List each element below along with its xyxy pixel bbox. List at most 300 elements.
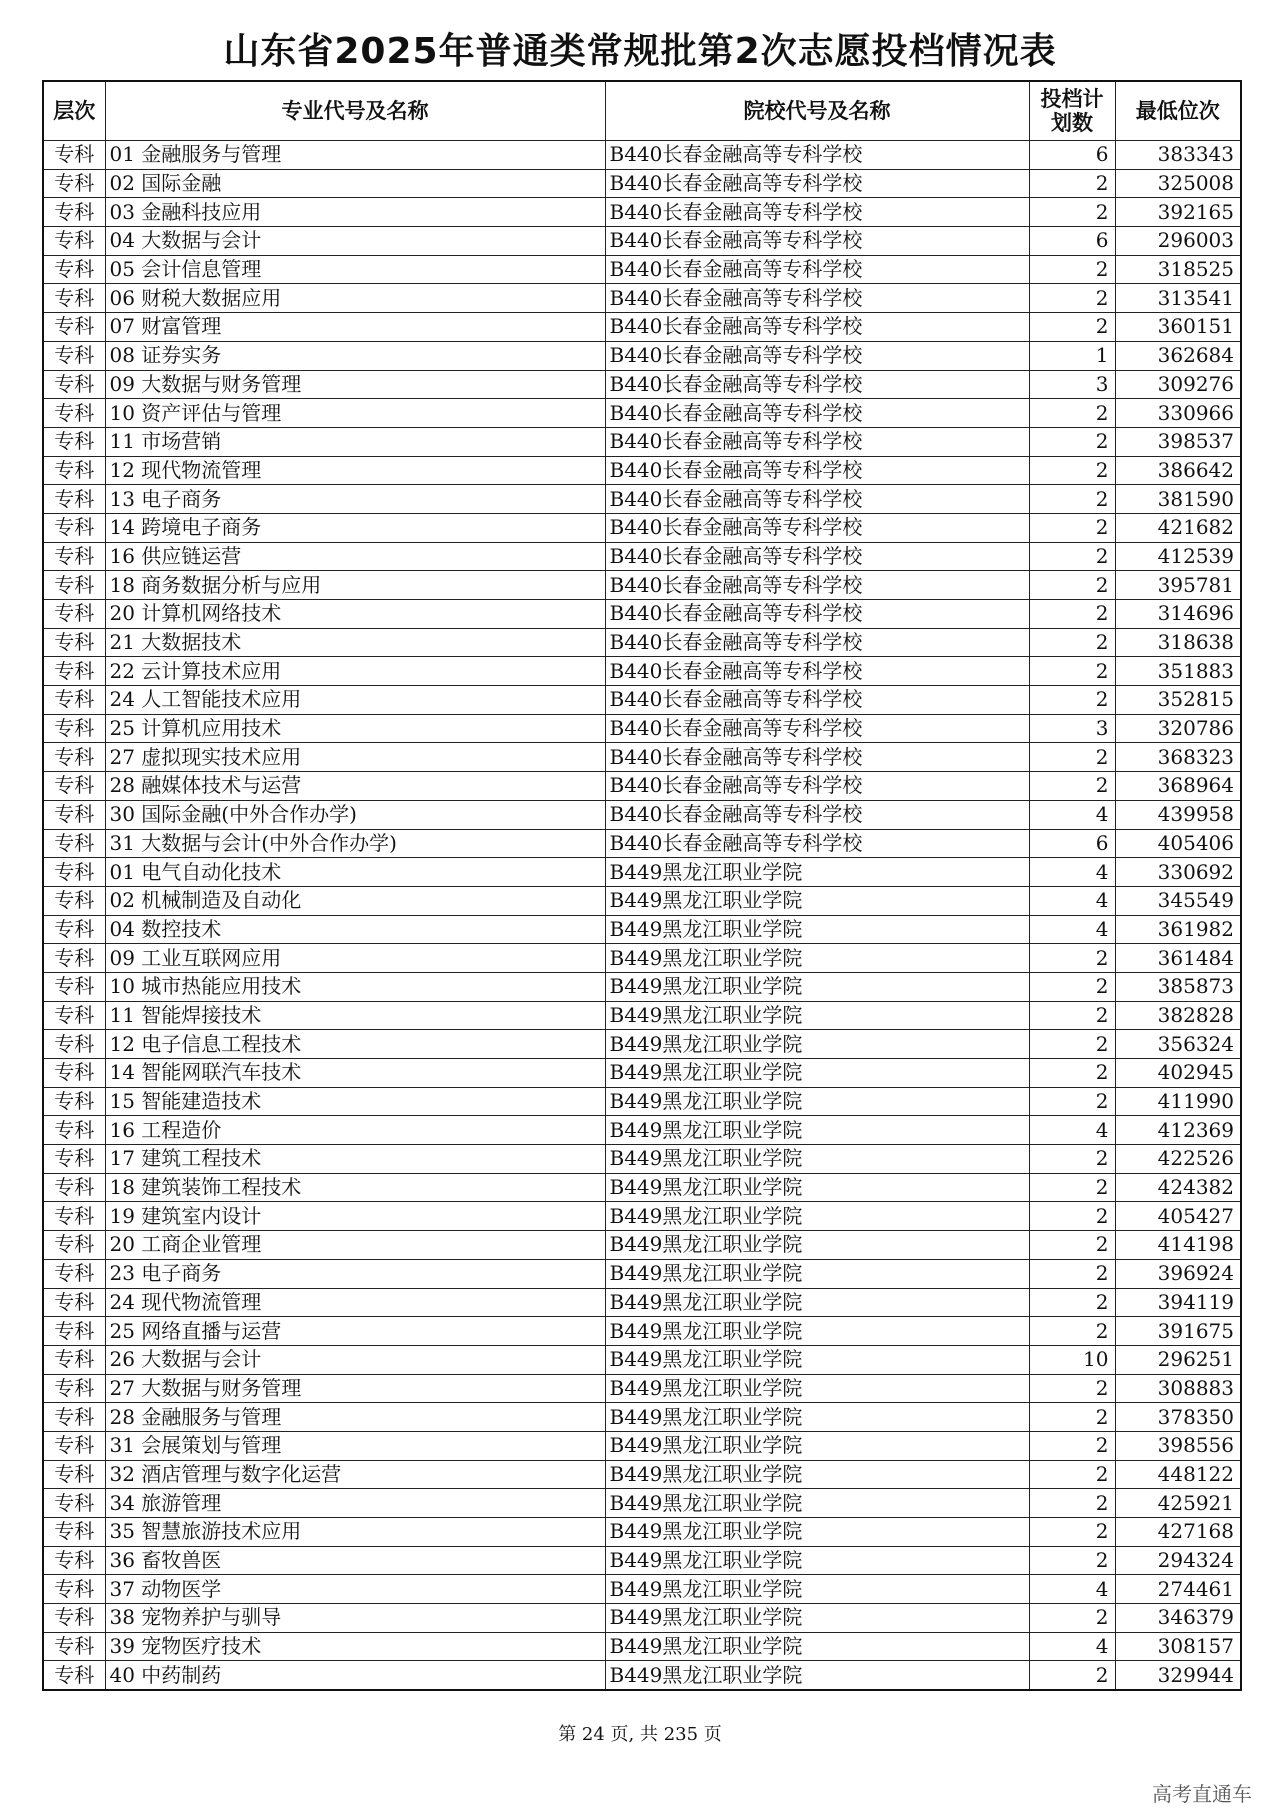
cell-major: 14 智能网联汽车技术 (105, 1059, 605, 1088)
cell-school: B449黑龙江职业学院 (605, 1145, 1029, 1174)
cell-major: 35 智慧旅游技术应用 (105, 1518, 605, 1547)
cell-level: 专科 (43, 1661, 105, 1690)
cell-major: 17 建筑工程技术 (105, 1145, 605, 1174)
table-row (43, 1288, 1241, 1317)
cell-major: 09 大数据与财务管理 (105, 370, 605, 399)
cell-school: B449黑龙江职业学院 (605, 1173, 1029, 1202)
cell-school: B440长春金融高等专科学校 (605, 370, 1029, 399)
cell-level: 专科 (43, 1518, 105, 1547)
table-row (43, 915, 1241, 944)
cell-major: 03 金融科技应用 (105, 198, 605, 227)
cell-level: 专科 (43, 1145, 105, 1174)
cell-school: B449黑龙江职业学院 (605, 1546, 1029, 1575)
cell-level: 专科 (43, 972, 105, 1001)
cell-plan: 2 (1029, 686, 1115, 715)
table-row (43, 1546, 1241, 1575)
cell-level: 专科 (43, 485, 105, 514)
cell-rank: 405406 (1115, 829, 1241, 858)
cell-major: 26 大数据与会计 (105, 1345, 605, 1374)
cell-rank: 368964 (1115, 772, 1241, 801)
cell-rank: 318525 (1115, 255, 1241, 284)
table-row (43, 542, 1241, 571)
header-plan (1029, 81, 1115, 141)
cell-level: 专科 (43, 1288, 105, 1317)
cell-plan: 2 (1029, 399, 1115, 428)
cell-school: B449黑龙江职业学院 (605, 886, 1029, 915)
table-row (43, 1030, 1241, 1059)
cell-plan: 4 (1029, 800, 1115, 829)
cell-level: 专科 (43, 1431, 105, 1460)
cell-rank: 296251 (1115, 1345, 1241, 1374)
table-row (43, 1403, 1241, 1432)
cell-level: 专科 (43, 542, 105, 571)
cell-rank: 309276 (1115, 370, 1241, 399)
cell-plan: 2 (1029, 542, 1115, 571)
cell-plan: 2 (1029, 255, 1115, 284)
cell-plan: 2 (1029, 1489, 1115, 1518)
cell-plan: 2 (1029, 427, 1115, 456)
cell-school: B449黑龙江职业学院 (605, 1403, 1029, 1432)
cell-plan: 2 (1029, 1518, 1115, 1547)
cell-rank: 361484 (1115, 944, 1241, 973)
table-row (43, 743, 1241, 772)
cell-school: B440长春金融高等专科学校 (605, 313, 1029, 342)
table-row (43, 972, 1241, 1001)
cell-rank: 378350 (1115, 1403, 1241, 1432)
cell-plan: 2 (1029, 657, 1115, 686)
cell-plan: 4 (1029, 1116, 1115, 1145)
table-row (43, 1431, 1241, 1460)
header-level: 层次 (43, 81, 105, 141)
table-row (43, 657, 1241, 686)
cell-plan: 2 (1029, 169, 1115, 198)
cell-rank: 368323 (1115, 743, 1241, 772)
watermark-text: 高考直通车 (1152, 1782, 1252, 1806)
cell-school: B440长春金融高等专科学校 (605, 169, 1029, 198)
cell-school: B440长春金融高等专科学校 (605, 686, 1029, 715)
cell-level: 专科 (43, 1059, 105, 1088)
cell-school: B440长春金融高等专科学校 (605, 513, 1029, 542)
cell-rank: 425921 (1115, 1489, 1241, 1518)
cell-major: 20 工商企业管理 (105, 1231, 605, 1260)
cell-rank: 411990 (1115, 1087, 1241, 1116)
cell-rank: 396924 (1115, 1259, 1241, 1288)
cell-rank: 402945 (1115, 1059, 1241, 1088)
cell-level: 专科 (43, 686, 105, 715)
table-header-row (43, 81, 1241, 141)
cell-major: 24 人工智能技术应用 (105, 686, 605, 715)
cell-rank: 352815 (1115, 686, 1241, 715)
cell-school: B440长春金融高等专科学校 (605, 657, 1029, 686)
cell-plan: 2 (1029, 1546, 1115, 1575)
cell-plan: 2 (1029, 1604, 1115, 1633)
cell-level: 专科 (43, 141, 105, 170)
cell-school: B440长春金融高等专科学校 (605, 341, 1029, 370)
table-row (43, 313, 1241, 342)
cell-rank: 414198 (1115, 1231, 1241, 1260)
cell-level: 专科 (43, 1030, 105, 1059)
cell-rank: 360151 (1115, 313, 1241, 342)
table-row (43, 456, 1241, 485)
table-row (43, 255, 1241, 284)
cell-level: 专科 (43, 1489, 105, 1518)
cell-school: B440长春金融高等专科学校 (605, 141, 1029, 170)
cell-school: B449黑龙江职业学院 (605, 1489, 1029, 1518)
cell-school: B440长春金融高等专科学校 (605, 284, 1029, 313)
cell-school: B449黑龙江职业学院 (605, 1632, 1029, 1661)
cell-level: 专科 (43, 600, 105, 629)
cell-level: 专科 (43, 227, 105, 256)
cell-rank: 308883 (1115, 1374, 1241, 1403)
cell-major: 05 会计信息管理 (105, 255, 605, 284)
cell-plan: 6 (1029, 227, 1115, 256)
cell-rank: 308157 (1115, 1632, 1241, 1661)
cell-rank: 356324 (1115, 1030, 1241, 1059)
table-row (43, 1087, 1241, 1116)
cell-level: 专科 (43, 1575, 105, 1604)
cell-school: B449黑龙江职业学院 (605, 1345, 1029, 1374)
cell-level: 专科 (43, 571, 105, 600)
cell-rank: 382828 (1115, 1001, 1241, 1030)
cell-school: B440长春金融高等专科学校 (605, 227, 1029, 256)
cell-school: B440长春金融高等专科学校 (605, 198, 1029, 227)
cell-plan: 4 (1029, 858, 1115, 887)
cell-major: 12 电子信息工程技术 (105, 1030, 605, 1059)
cell-school: B449黑龙江职业学院 (605, 915, 1029, 944)
cell-major: 04 数控技术 (105, 915, 605, 944)
cell-level: 专科 (43, 456, 105, 485)
cell-school: B440长春金融高等专科学校 (605, 628, 1029, 657)
cell-plan: 2 (1029, 1288, 1115, 1317)
cell-major: 31 大数据与会计(中外合作办学) (105, 829, 605, 858)
cell-major: 34 旅游管理 (105, 1489, 605, 1518)
cell-plan: 2 (1029, 513, 1115, 542)
table-row (43, 1202, 1241, 1231)
cell-plan: 2 (1029, 1030, 1115, 1059)
table-row (43, 686, 1241, 715)
cell-level: 专科 (43, 1001, 105, 1030)
cell-rank: 385873 (1115, 972, 1241, 1001)
cell-major: 23 电子商务 (105, 1259, 605, 1288)
cell-rank: 424382 (1115, 1173, 1241, 1202)
cell-plan: 2 (1029, 1403, 1115, 1432)
table-row (43, 800, 1241, 829)
cell-school: B449黑龙江职业学院 (605, 1460, 1029, 1489)
table-row (43, 169, 1241, 198)
cell-major: 25 网络直播与运营 (105, 1317, 605, 1346)
cell-school: B449黑龙江职业学院 (605, 1431, 1029, 1460)
cell-level: 专科 (43, 427, 105, 456)
cell-school: B440长春金融高等专科学校 (605, 571, 1029, 600)
cell-major: 21 大数据技术 (105, 628, 605, 657)
cell-school: B440长春金融高等专科学校 (605, 800, 1029, 829)
cell-major: 13 电子商务 (105, 485, 605, 514)
cell-level: 专科 (43, 1546, 105, 1575)
cell-rank: 330692 (1115, 858, 1241, 887)
table-row (43, 341, 1241, 370)
cell-rank: 392165 (1115, 198, 1241, 227)
cell-level: 专科 (43, 1403, 105, 1432)
cell-major: 36 畜牧兽医 (105, 1546, 605, 1575)
cell-major: 16 供应链运营 (105, 542, 605, 571)
cell-plan: 6 (1029, 829, 1115, 858)
cell-school: B449黑龙江职业学院 (605, 1575, 1029, 1604)
cell-rank: 412369 (1115, 1116, 1241, 1145)
cell-level: 专科 (43, 370, 105, 399)
cell-rank: 427168 (1115, 1518, 1241, 1547)
cell-major: 22 云计算技术应用 (105, 657, 605, 686)
cell-major: 10 资产评估与管理 (105, 399, 605, 428)
cell-plan: 2 (1029, 600, 1115, 629)
cell-major: 38 宠物养护与驯导 (105, 1604, 605, 1633)
table-row (43, 485, 1241, 514)
cell-school: B440长春金融高等专科学校 (605, 485, 1029, 514)
cell-rank: 394119 (1115, 1288, 1241, 1317)
cell-level: 专科 (43, 858, 105, 887)
cell-plan: 2 (1029, 1145, 1115, 1174)
cell-plan: 2 (1029, 456, 1115, 485)
cell-level: 专科 (43, 829, 105, 858)
cell-school: B440长春金融高等专科学校 (605, 399, 1029, 428)
cell-plan: 2 (1029, 628, 1115, 657)
cell-level: 专科 (43, 284, 105, 313)
cell-major: 27 虚拟现实技术应用 (105, 743, 605, 772)
cell-rank: 386642 (1115, 456, 1241, 485)
cell-rank: 439958 (1115, 800, 1241, 829)
cell-major: 14 跨境电子商务 (105, 513, 605, 542)
cell-plan: 2 (1029, 944, 1115, 973)
table-row (43, 829, 1241, 858)
header-rank: 最低位次 (1115, 81, 1241, 141)
cell-rank: 398537 (1115, 427, 1241, 456)
cell-level: 专科 (43, 169, 105, 198)
table-row (43, 198, 1241, 227)
cell-school: B440长春金融高等专科学校 (605, 427, 1029, 456)
cell-plan: 2 (1029, 313, 1115, 342)
header-school: 院校代号及名称 (605, 81, 1029, 141)
cell-rank: 391675 (1115, 1317, 1241, 1346)
cell-major: 24 现代物流管理 (105, 1288, 605, 1317)
cell-plan: 4 (1029, 915, 1115, 944)
cell-rank: 318638 (1115, 628, 1241, 657)
cell-plan: 2 (1029, 1173, 1115, 1202)
cell-rank: 320786 (1115, 714, 1241, 743)
table-row (43, 1231, 1241, 1260)
cell-level: 专科 (43, 915, 105, 944)
cell-level: 专科 (43, 313, 105, 342)
cell-major: 20 计算机网络技术 (105, 600, 605, 629)
table-row (43, 858, 1241, 887)
cell-major: 02 国际金融 (105, 169, 605, 198)
cell-school: B449黑龙江职业学院 (605, 1202, 1029, 1231)
cell-rank: 274461 (1115, 1575, 1241, 1604)
cell-level: 专科 (43, 743, 105, 772)
cell-plan: 1 (1029, 341, 1115, 370)
cell-level: 专科 (43, 1345, 105, 1374)
cell-level: 专科 (43, 772, 105, 801)
table-row (43, 1259, 1241, 1288)
cell-school: B449黑龙江职业学院 (605, 1030, 1029, 1059)
cell-level: 专科 (43, 657, 105, 686)
cell-plan: 2 (1029, 1059, 1115, 1088)
cell-school: B440长春金融高等专科学校 (605, 743, 1029, 772)
cell-level: 专科 (43, 1317, 105, 1346)
cell-school: B449黑龙江职业学院 (605, 1374, 1029, 1403)
table-row (43, 1317, 1241, 1346)
page-title: 山东省2025年普通类常规批第2次志愿投档情况表 (223, 31, 1057, 72)
cell-school: B440长春金融高等专科学校 (605, 829, 1029, 858)
cell-major: 06 财税大数据应用 (105, 284, 605, 313)
table-row (43, 399, 1241, 428)
cell-plan: 2 (1029, 284, 1115, 313)
table-row (43, 1374, 1241, 1403)
cell-major: 16 工程造价 (105, 1116, 605, 1145)
table-row (43, 1059, 1241, 1088)
cell-major: 04 大数据与会计 (105, 227, 605, 256)
cell-plan: 2 (1029, 198, 1115, 227)
cell-major: 19 建筑室内设计 (105, 1202, 605, 1231)
cell-school: B449黑龙江职业学院 (605, 1317, 1029, 1346)
cell-level: 专科 (43, 1460, 105, 1489)
table-row (43, 1345, 1241, 1374)
cell-major: 32 酒店管理与数字化运营 (105, 1460, 605, 1489)
table-row (43, 1575, 1241, 1604)
cell-school: B449黑龙江职业学院 (605, 1288, 1029, 1317)
table-row (43, 1460, 1241, 1489)
cell-major: 07 财富管理 (105, 313, 605, 342)
cell-plan: 2 (1029, 571, 1115, 600)
cell-plan: 4 (1029, 1632, 1115, 1661)
cell-major: 08 证券实务 (105, 341, 605, 370)
table-row (43, 1145, 1241, 1174)
cell-major: 30 国际金融(中外合作办学) (105, 800, 605, 829)
cell-level: 专科 (43, 1173, 105, 1202)
cell-plan: 2 (1029, 1087, 1115, 1116)
cell-rank: 405427 (1115, 1202, 1241, 1231)
cell-rank: 362684 (1115, 341, 1241, 370)
cell-rank: 346379 (1115, 1604, 1241, 1633)
cell-plan: 4 (1029, 1575, 1115, 1604)
cell-plan: 3 (1029, 370, 1115, 399)
table-row (43, 772, 1241, 801)
cell-plan: 2 (1029, 1317, 1115, 1346)
table-row (43, 1604, 1241, 1633)
cell-level: 专科 (43, 628, 105, 657)
cell-school: B440长春金融高等专科学校 (605, 714, 1029, 743)
cell-major: 40 中药制药 (105, 1661, 605, 1690)
cell-plan: 2 (1029, 972, 1115, 1001)
cell-rank: 398556 (1115, 1431, 1241, 1460)
cell-rank: 361982 (1115, 915, 1241, 944)
cell-major: 02 机械制造及自动化 (105, 886, 605, 915)
cell-school: B449黑龙江职业学院 (605, 1231, 1029, 1260)
table-row (43, 944, 1241, 973)
cell-school: B440长春金融高等专科学校 (605, 456, 1029, 485)
cell-major: 39 宠物医疗技术 (105, 1632, 605, 1661)
cell-rank: 325008 (1115, 169, 1241, 198)
cell-rank: 383343 (1115, 141, 1241, 170)
cell-major: 18 商务数据分析与应用 (105, 571, 605, 600)
cell-level: 专科 (43, 1116, 105, 1145)
table-row (43, 370, 1241, 399)
cell-rank: 422526 (1115, 1145, 1241, 1174)
cell-level: 专科 (43, 341, 105, 370)
cell-school: B440长春金融高等专科学校 (605, 772, 1029, 801)
cell-school: B449黑龙江职业学院 (605, 944, 1029, 973)
table-row (43, 141, 1241, 170)
cell-plan: 10 (1029, 1345, 1115, 1374)
cell-level: 专科 (43, 399, 105, 428)
cell-plan: 2 (1029, 1231, 1115, 1260)
header-plan-text: 投档计划数 (1040, 87, 1104, 135)
cell-plan: 2 (1029, 1001, 1115, 1030)
cell-school: B449黑龙江职业学院 (605, 1604, 1029, 1633)
page-footer: 第 24 页, 共 235 页 (558, 1724, 722, 1745)
cell-plan: 2 (1029, 1202, 1115, 1231)
cell-level: 专科 (43, 1374, 105, 1403)
table-row (43, 1489, 1241, 1518)
cell-major: 18 建筑装饰工程技术 (105, 1173, 605, 1202)
table-row (43, 284, 1241, 313)
cell-major: 25 计算机应用技术 (105, 714, 605, 743)
cell-major: 28 融媒体技术与运营 (105, 772, 605, 801)
table-row (43, 1173, 1241, 1202)
table-row (43, 600, 1241, 629)
cell-rank: 412539 (1115, 542, 1241, 571)
cell-plan: 2 (1029, 485, 1115, 514)
cell-level: 专科 (43, 1087, 105, 1116)
table-row (43, 714, 1241, 743)
cell-plan: 2 (1029, 772, 1115, 801)
cell-school: B449黑龙江职业学院 (605, 1259, 1029, 1288)
cell-level: 专科 (43, 714, 105, 743)
cell-plan: 4 (1029, 886, 1115, 915)
table-row (43, 886, 1241, 915)
cell-rank: 329944 (1115, 1661, 1241, 1690)
cell-rank: 313541 (1115, 284, 1241, 313)
cell-level: 专科 (43, 513, 105, 542)
cell-plan: 2 (1029, 1374, 1115, 1403)
cell-plan: 6 (1029, 141, 1115, 170)
admission-table (42, 80, 1242, 1691)
cell-rank: 345549 (1115, 886, 1241, 915)
cell-school: B449黑龙江职业学院 (605, 972, 1029, 1001)
cell-major: 11 市场营销 (105, 427, 605, 456)
table-row (43, 227, 1241, 256)
cell-major: 11 智能焊接技术 (105, 1001, 605, 1030)
cell-plan: 3 (1029, 714, 1115, 743)
cell-rank: 421682 (1115, 513, 1241, 542)
cell-level: 专科 (43, 1259, 105, 1288)
cell-school: B449黑龙江职业学院 (605, 1518, 1029, 1547)
cell-level: 专科 (43, 800, 105, 829)
cell-level: 专科 (43, 1604, 105, 1633)
cell-major: 31 会展策划与管理 (105, 1431, 605, 1460)
cell-major: 09 工业互联网应用 (105, 944, 605, 973)
table-body (43, 141, 1241, 1691)
table-row (43, 1001, 1241, 1030)
table-row (43, 571, 1241, 600)
cell-school: B449黑龙江职业学院 (605, 1116, 1029, 1145)
cell-plan: 2 (1029, 1431, 1115, 1460)
table-row (43, 513, 1241, 542)
cell-major: 12 现代物流管理 (105, 456, 605, 485)
cell-rank: 296003 (1115, 227, 1241, 256)
cell-level: 专科 (43, 198, 105, 227)
cell-school: B449黑龙江职业学院 (605, 1087, 1029, 1116)
cell-plan: 2 (1029, 1259, 1115, 1288)
table-row (43, 1116, 1241, 1145)
